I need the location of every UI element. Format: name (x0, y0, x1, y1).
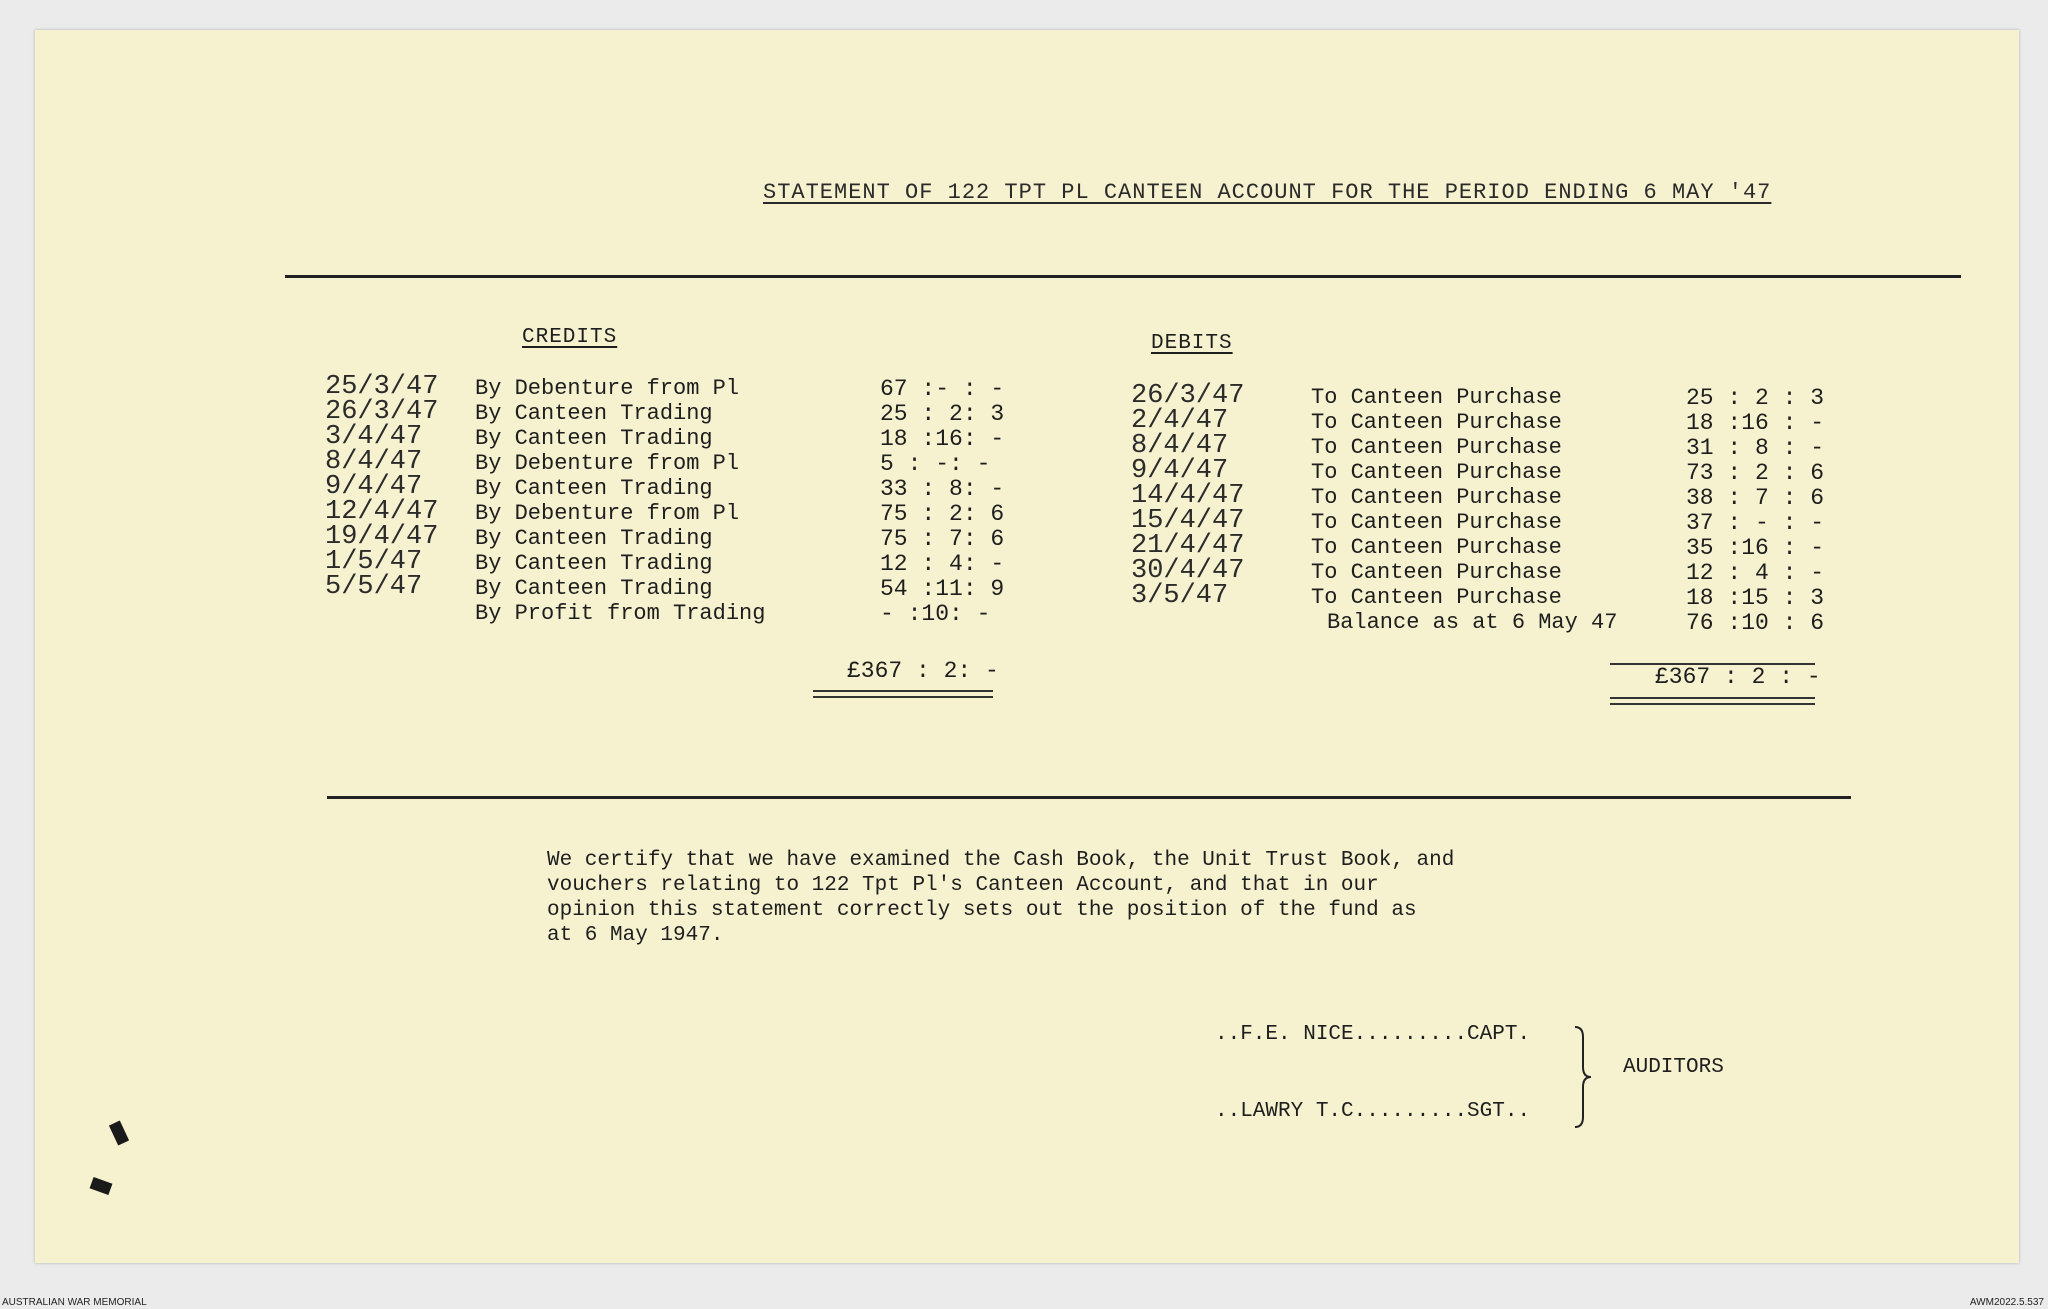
debits-heading: DEBITS (1151, 332, 1233, 355)
debits-amount: 37 : - : - (1686, 510, 1825, 536)
ink-blot-icon (109, 1120, 129, 1145)
credits-desc: By Debenture from Pl (475, 451, 740, 476)
debits-date: 21/4/47 (1131, 531, 1245, 561)
debits-desc: To Canteen Purchase (1311, 460, 1562, 485)
credits-heading: CREDITS (522, 326, 618, 349)
debits-desc: To Canteen Purchase (1311, 535, 1562, 560)
debits-date: 26/3/47 (1131, 381, 1245, 411)
debits-desc: To Canteen Purchase (1311, 410, 1562, 435)
archive-footer (0, 1297, 2048, 1309)
credits-date: 12/4/47 (325, 497, 439, 527)
credits-total: £367 : 2: - (847, 658, 999, 684)
credits-desc: By Profit from Trading (475, 601, 766, 626)
credits-desc: By Canteen Trading (475, 526, 713, 551)
credits-desc: By Debenture from Pl (475, 501, 740, 526)
debits-desc: To Canteen Purchase (1311, 485, 1562, 510)
debits-total-rule (1610, 697, 1815, 699)
credits-amount: 5 : -: - (880, 451, 991, 477)
debits-date: 15/4/47 (1131, 506, 1245, 536)
debits-total: £367 : 2 : - (1655, 664, 1821, 690)
debits-date: 2/4/47 (1131, 406, 1229, 436)
credits-date: 9/4/47 (325, 472, 423, 502)
debits-desc: To Canteen Purchase (1311, 435, 1562, 460)
statement-title: STATEMENT OF 122 TPT PL CANTEEN ACCOUNT FOR THE PERIOD ENDING 6 MAY '47 (763, 180, 1772, 205)
credits-date: 5/5/47 (325, 572, 423, 602)
debits-amount: 25 : 2 : 3 (1686, 385, 1825, 411)
credits-amount: 33 : 8: - (880, 476, 1005, 502)
brace-icon (1571, 1025, 1595, 1130)
balance-amount: 76 :10 : 6 (1686, 610, 1825, 636)
ink-blot-icon (90, 1177, 113, 1195)
credits-desc: By Canteen Trading (475, 551, 713, 576)
balance-desc: Balance as at 6 May 47 (1327, 610, 1618, 635)
debits-desc: To Canteen Purchase (1311, 385, 1562, 410)
debits-total-top-rule (1610, 663, 1815, 665)
credits-date: 8/4/47 (325, 447, 423, 477)
debits-amount: 18 :15 : 3 (1686, 585, 1825, 611)
credits-amount: 25 : 2: 3 (880, 401, 1005, 427)
credits-amount: 54 :11: 9 (880, 576, 1005, 602)
credits-desc: By Canteen Trading (475, 476, 713, 501)
credits-date: 1/5/47 (325, 547, 423, 577)
document-sheet (35, 30, 2019, 1263)
debits-desc: To Canteen Purchase (1311, 585, 1562, 610)
middle-divider (327, 796, 1851, 799)
debits-desc: To Canteen Purchase (1311, 510, 1562, 535)
debits-amount: 73 : 2 : 6 (1686, 460, 1825, 486)
debits-date: 14/4/47 (1131, 481, 1245, 511)
debits-total-rule (1610, 703, 1815, 705)
credits-date: 25/3/47 (325, 372, 439, 402)
signature-sergeant: ..LAWRY T.C.........SGT.. (1215, 1100, 1531, 1123)
debits-date: 9/4/47 (1131, 456, 1229, 486)
credits-date: 26/3/47 (325, 397, 439, 427)
credits-amount: - :10: - (880, 601, 991, 627)
debits-amount: 12 : 4 : - (1686, 560, 1825, 586)
credits-desc: By Debenture from Pl (475, 376, 740, 401)
auditors-label: AUDITORS (1623, 1056, 1724, 1079)
top-divider (285, 275, 1961, 278)
debits-desc: To Canteen Purchase (1311, 560, 1562, 585)
debits-amount: 31 : 8 : - (1686, 435, 1825, 461)
debits-date: 3/5/47 (1131, 581, 1229, 611)
credits-amount: 67 :- : - (880, 376, 1005, 402)
signature-captain: ..F.E. NICE.........CAPT. (1215, 1023, 1531, 1046)
credits-amount: 75 : 2: 6 (880, 501, 1005, 527)
debits-amount: 38 : 7 : 6 (1686, 485, 1825, 511)
debits-date: 8/4/47 (1131, 431, 1229, 461)
debits-amount: 35 :16 : - (1686, 535, 1825, 561)
credits-date: 19/4/47 (325, 522, 439, 552)
footer-accession-number: AWM2022.5.537 (1969, 1297, 2044, 1308)
certification-text: We certify that we have examined the Cash Book, the Unit Trust Book, and vouchers relating to 122 Tpt Pl's Canteen Account, and that in our opinion this statement correctly sets out the position of the fund as at 6 May 1947. (547, 849, 1455, 947)
credits-desc: By Canteen Trading (475, 401, 713, 426)
credits-desc: By Canteen Trading (475, 576, 713, 601)
credits-amount: 18 :16: - (880, 426, 1005, 452)
debits-date: 30/4/47 (1131, 556, 1245, 586)
credits-desc: By Canteen Trading (475, 426, 713, 451)
credits-total-rule (813, 696, 993, 698)
credits-amount: 75 : 7: 6 (880, 526, 1005, 552)
credits-date: 3/4/47 (325, 422, 423, 452)
footer-institution: AUSTRALIAN WAR MEMORIAL (2, 1297, 147, 1308)
debits-amount: 18 :16 : - (1686, 410, 1825, 436)
credits-amount: 12 : 4: - (880, 551, 1005, 577)
credits-total-rule (813, 690, 993, 692)
